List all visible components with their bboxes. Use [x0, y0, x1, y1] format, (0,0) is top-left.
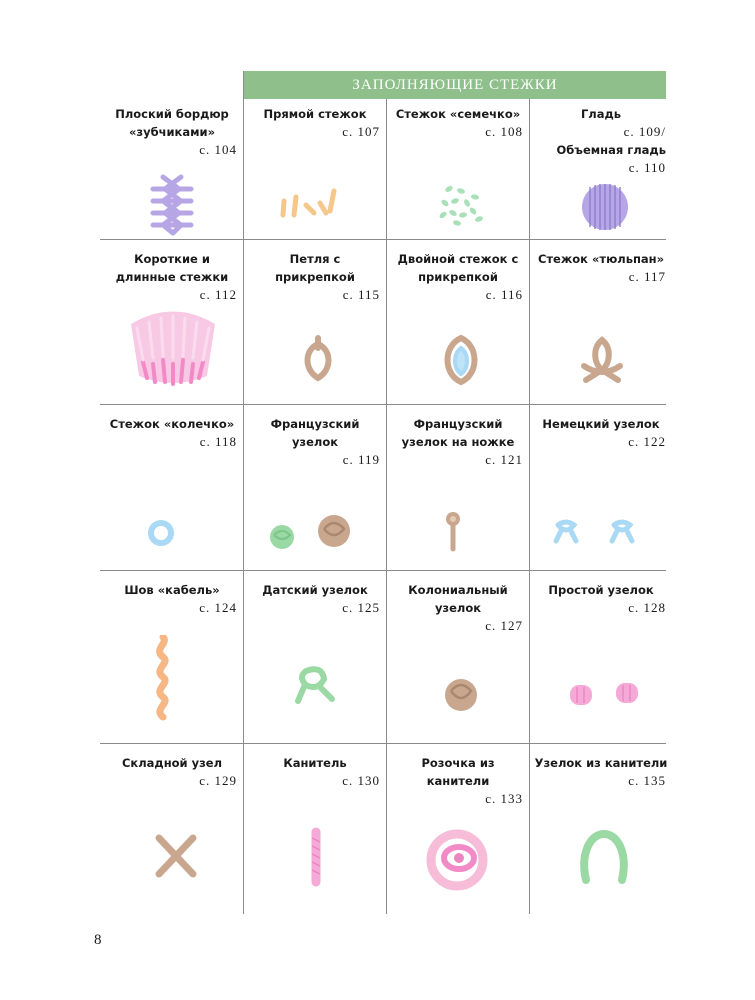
stitch-cell	[532, 748, 670, 913]
stitch-page: с. 119	[342, 452, 380, 467]
stitch-name: Объемная гладь	[556, 143, 666, 157]
stitch-name: Стежок «колечко»	[109, 417, 235, 431]
stitch-page: с. 124	[199, 600, 237, 615]
stitch-page: с. 118	[199, 434, 237, 449]
stitch-page: с. 133	[485, 791, 523, 806]
tulip-stitch-icon	[532, 304, 670, 404]
grid-line	[386, 99, 387, 914]
bullion-knot-icon	[246, 808, 384, 908]
pistil-stitch-icon	[389, 469, 527, 569]
stitch-cell	[389, 575, 527, 740]
danish-knot-icon	[246, 635, 384, 735]
stitch-cell	[246, 99, 384, 264]
stitch-cell	[389, 409, 527, 574]
stitch-name: Короткие и длинные стежки	[115, 252, 229, 284]
stitch-cell	[532, 99, 670, 264]
section-banner: ЗАПОЛНЯЮЩИЕ СТЕЖКИ	[244, 71, 666, 99]
stitch-name: Французский узелок	[270, 417, 360, 449]
stitch-name: Стежок «семечко»	[395, 107, 521, 121]
cable-stitch-icon	[103, 635, 241, 735]
ring-stitch-icon	[103, 469, 241, 569]
grid-line	[243, 71, 244, 914]
stitch-cell	[532, 409, 670, 574]
stitch-name: Датский узелок	[262, 583, 368, 597]
stitch-page: с. 115	[342, 287, 380, 302]
stitch-page: с. 116	[485, 287, 523, 302]
simple-knot-icon	[532, 635, 670, 735]
page-number: 8	[94, 932, 102, 948]
stitch-name: Шов «кабель»	[124, 583, 220, 597]
stitch-cell	[246, 409, 384, 574]
stitch-page: с. 104	[199, 142, 237, 157]
stitch-cell	[103, 99, 241, 264]
stitch-cell	[389, 748, 527, 913]
stitch-page: с. 121	[485, 452, 523, 467]
stitch-page: с. 107	[342, 124, 380, 139]
stitch-page: с. 129	[199, 773, 237, 788]
stitch-name: Двойной стежок с прикрепкой	[397, 252, 519, 284]
stitch-page: с. 117	[628, 269, 666, 284]
colonial-knot-icon	[389, 635, 527, 735]
stitch-cell	[389, 99, 527, 264]
stitch-name: Гладь	[580, 107, 622, 121]
stitch-name: Канитель	[283, 756, 347, 770]
stitch-cell	[532, 575, 670, 740]
german-knot-icon	[532, 469, 670, 569]
grid-line	[529, 99, 530, 914]
stitch-cell	[103, 748, 241, 913]
stitch-page: с. 110	[628, 160, 666, 175]
stitch-cell	[389, 244, 527, 409]
stitch-page: с. 135	[628, 773, 666, 788]
stitch-page: с. 130	[342, 773, 380, 788]
stitch-name: Стежок «тюльпан»	[537, 252, 665, 266]
stitch-name: Прямой стежок	[263, 107, 367, 121]
stitch-name: Розочка из канители	[421, 756, 495, 788]
french-knot-icon	[246, 469, 384, 569]
stitch-name: Простой узелок	[548, 583, 654, 597]
stitch-name: Французский узелок на ножке	[401, 417, 515, 449]
stitch-name: Петля с прикрепкой	[275, 252, 355, 284]
stitch-cell	[246, 244, 384, 409]
stitch-page: с. 109/	[623, 124, 666, 139]
stitch-page: с. 125	[342, 600, 380, 615]
stitch-page: с. 108	[485, 124, 523, 139]
bullion-rose-icon	[389, 808, 527, 908]
stitch-page: с. 112	[199, 287, 237, 302]
stitch-name: Немецкий узелок	[542, 417, 660, 431]
stitch-cell	[103, 409, 241, 574]
stitch-name: Складной узел	[121, 756, 223, 770]
bullion-loop-icon	[532, 808, 670, 908]
stitch-page: с. 127	[485, 618, 523, 633]
stitch-cell	[103, 244, 241, 409]
stitch-cell	[103, 575, 241, 740]
folded-knot-icon	[103, 808, 241, 908]
lazy-daisy-icon	[246, 304, 384, 404]
stitch-page: с. 128	[628, 600, 666, 615]
stitch-name: Узелок из канители	[534, 756, 668, 770]
stitch-cell	[532, 244, 670, 409]
stitch-cell	[246, 748, 384, 913]
double-lazy-daisy-icon	[389, 304, 527, 404]
long-short-stitch-icon	[103, 304, 241, 404]
grid-line	[100, 743, 666, 744]
stitch-name: Плоский бордюр «зубчиками»	[115, 107, 229, 139]
stitch-name: Колониальный узелок	[408, 583, 508, 615]
stitch-cell	[246, 575, 384, 740]
stitch-page: с. 122	[628, 434, 666, 449]
